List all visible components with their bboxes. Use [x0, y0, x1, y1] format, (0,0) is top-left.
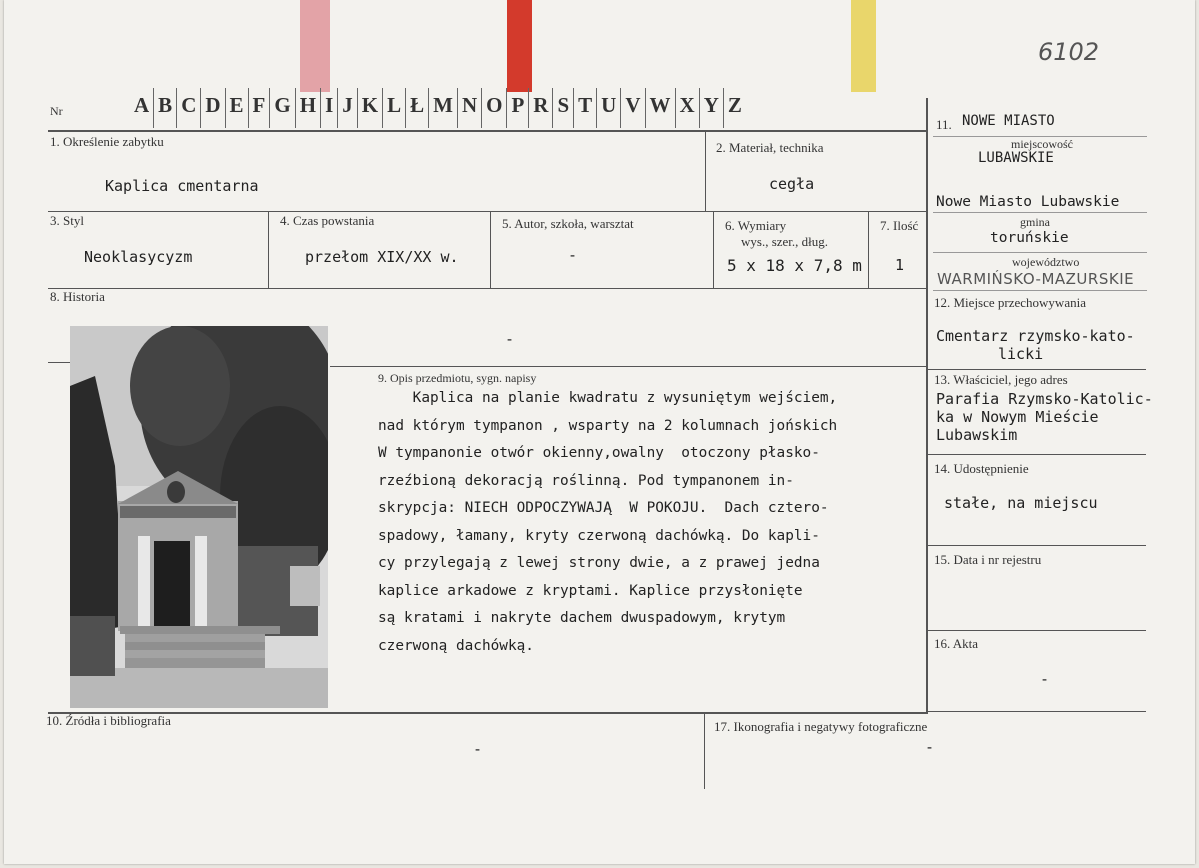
alphabet-letter: Ł: [405, 88, 428, 128]
alphabet-letter: A: [134, 93, 150, 117]
description-line: nad którym tympanon , wsparty na 2 kolumnach jońskich: [378, 417, 838, 434]
description-line: rzeźbioną dekoracją roślinną. Pod tympanonem in-: [378, 472, 794, 489]
alphabet-letter: M: [428, 88, 457, 128]
field-2-label: 2. Materiał, technika: [716, 140, 824, 155]
field-11-powiat: toruńskie: [990, 230, 1069, 246]
rule: [48, 130, 928, 132]
rule: [928, 369, 1146, 370]
index-tab-red: [507, 0, 532, 92]
description-line: spadowy, łamany, kryty czerwoną dachówką. Do kapli-: [378, 527, 820, 544]
rule: [933, 252, 1147, 253]
rule: [928, 630, 1146, 631]
field-1-value: Kaplica cmentarna: [105, 177, 259, 195]
field-6-sublabel: wys., szer., dług.: [741, 234, 829, 249]
alphabet-letter: J: [337, 88, 357, 128]
field-2-value: cegła: [769, 175, 815, 193]
field-3-value: Neoklasycyzm: [84, 248, 193, 266]
field-7-value: 1: [895, 256, 905, 274]
field-13-line1: Parafia Rzymsko-Katolic-: [936, 390, 1153, 408]
field-8-value: -: [505, 330, 515, 348]
alphabet-letter: C: [176, 88, 200, 128]
field-11-woj-label: województwo: [1012, 255, 1080, 269]
field-16-label: 16. Akta: [934, 636, 979, 651]
field-1-label: 1. Określenie zabytku: [50, 134, 164, 149]
rule: [933, 290, 1147, 291]
field-10-value: -: [473, 740, 483, 758]
rule: [705, 132, 706, 212]
nr-label: Nr: [50, 104, 63, 118]
description-line: cy przylegają z lewej strony dwie, a z prawej jedna: [378, 555, 820, 571]
alphabet-letter: P: [506, 88, 528, 128]
alphabet-letter: D: [200, 88, 224, 128]
field-6-label: 6. Wymiary: [725, 218, 787, 233]
field-14-value: stałe, na miejscu: [944, 494, 1098, 512]
field-5-label: 5. Autor, szkoła, warsztat: [502, 216, 634, 231]
field-5-value: -: [568, 246, 578, 264]
alphabet-index: [130, 88, 746, 128]
alphabet-letter: R: [528, 88, 552, 128]
alphabet-letter: W: [645, 88, 675, 128]
description-line: kaplice arkadowe z kryptami. Kaplice przysłonięte: [378, 582, 803, 599]
field-11-place: NOWE MIASTO: [962, 113, 1055, 129]
rule: [268, 211, 269, 288]
alphabet-letter: O: [481, 88, 506, 128]
alphabet-letter: N: [457, 88, 481, 128]
field-11-gmina: Nowe Miasto Lubawskie: [936, 194, 1120, 210]
rule: [48, 362, 72, 363]
alphabet-letter: Y: [699, 88, 723, 128]
field-11-place-label: miejscowość: [1011, 137, 1073, 151]
alphabet-letter: G: [269, 88, 294, 128]
rule: [928, 545, 1146, 546]
field-17-value: -: [925, 738, 935, 756]
field-13-line3: Lubawskim: [936, 426, 1018, 444]
rule: [704, 713, 705, 789]
description-line: czerwoną dachówką.: [378, 637, 534, 654]
description-line: W tympanonie otwór okienny,owalny otoczony płasko-: [378, 445, 820, 461]
card-number: 6102: [1038, 38, 1100, 66]
field-6-value: 5 x 18 x 7,8 m: [727, 256, 862, 275]
description-line: są kratami i nakryte dachem dwuspadowym, krytym: [378, 610, 786, 626]
alphabet-letter: H: [295, 88, 320, 128]
field-11-label: 11.: [936, 117, 952, 132]
description-line: Kaplica na planie kwadratu z wysuniętym wejściem,: [378, 390, 838, 406]
alphabet-letter: T: [573, 88, 596, 128]
alphabet-letter: E: [225, 88, 248, 128]
index-tab-pink: [300, 0, 330, 92]
rule: [490, 211, 491, 288]
field-12-label: 12. Miejsce przechowywania: [934, 295, 1086, 310]
rule: [928, 711, 1146, 712]
field-3-label: 3. Styl: [50, 213, 84, 228]
field-12-line1: Cmentarz rzymsko-kato-: [936, 327, 1135, 345]
alphabet-letter: U: [596, 88, 620, 128]
field-12-line2: licki: [998, 345, 1044, 363]
chapel-photograph: [70, 326, 328, 708]
rule: [868, 211, 869, 288]
field-4-label: 4. Czas powstania: [280, 213, 375, 228]
rule: [713, 211, 714, 288]
field-11-place2: LUBAWSKIE: [978, 150, 1054, 166]
rule: [933, 212, 1147, 213]
alphabet-letter: K: [357, 88, 382, 128]
field-11-woj-handwritten: WARMIŃSKO-MAZURSKIE: [937, 270, 1135, 288]
field-14-label: 14. Udostępnienie: [934, 461, 1029, 476]
rule: [928, 454, 1146, 455]
alphabet-letter: B: [153, 88, 176, 128]
index-tab-yellow: [851, 0, 876, 92]
rule: [48, 712, 928, 714]
alphabet-letter: S: [552, 88, 573, 128]
field-10-label: 10. Źródła i bibliografia: [46, 713, 171, 728]
rule: [926, 98, 928, 714]
rule: [48, 211, 926, 212]
field-4-value: przełom XIX/XX w.: [305, 248, 459, 266]
chapel-photo-drawing: [70, 326, 328, 708]
field-17-label: 17. Ikonografia i negatywy fotograficzne: [714, 719, 928, 734]
field-8-label: 8. Historia: [50, 289, 105, 304]
field-16-value: -: [1040, 670, 1050, 688]
alphabet-letter: F: [248, 88, 270, 128]
field-7-label: 7. Ilość: [880, 218, 919, 233]
alphabet-letter: Z: [723, 88, 746, 128]
alphabet-letter: V: [620, 88, 644, 128]
alphabet-letter: X: [675, 88, 699, 128]
description-line: skrypcja: NIECH ODPOCZYWAJĄ W POKOJU. Dach cztero-: [378, 500, 829, 516]
alphabet-letter: L: [382, 88, 405, 128]
field-13-label: 13. Właściciel, jego adres: [934, 372, 1068, 387]
field-9-description: [378, 385, 923, 660]
field-11-gmina-label: gmina: [1020, 215, 1050, 229]
field-15-label: 15. Data i nr rejestru: [934, 552, 1042, 567]
alphabet-letter: I: [320, 88, 337, 128]
field-13-line2: ka w Nowym Mieście: [936, 408, 1099, 426]
field-9-label: 9. Opis przedmiotu, sygn. napisy: [378, 371, 537, 385]
rule: [330, 366, 926, 367]
rule: [48, 288, 926, 289]
